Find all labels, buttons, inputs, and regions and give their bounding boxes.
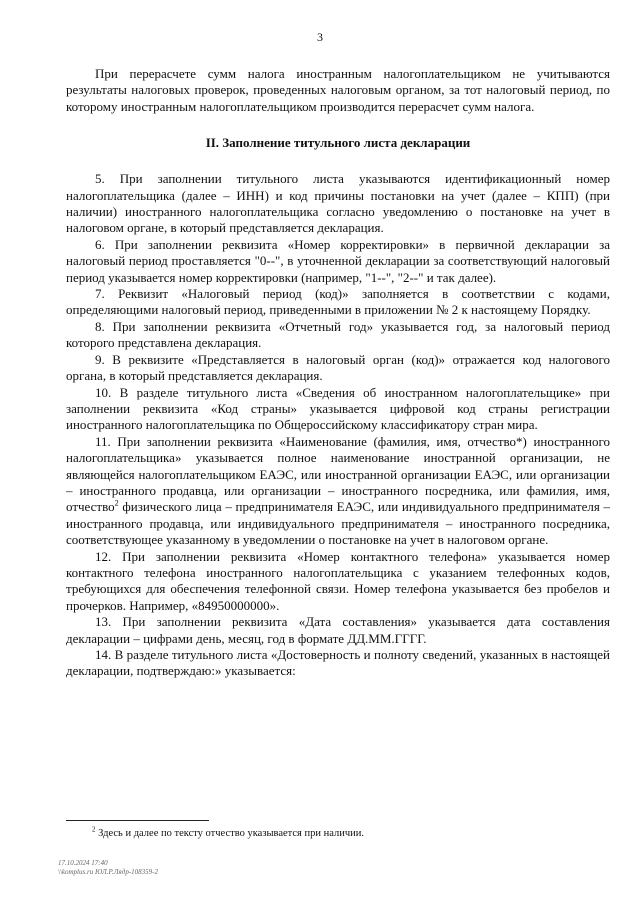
paragraph-11-part-2: физического лица – предпринимателя ЕАЭС, или индивидуального предпринимателя – иностранного продавца, или индивидуального предпринимателя – иностранного посредника, соответствующее указанному в уведомлении о постановке на учет в налоговом органе. (66, 499, 610, 548)
footnote-text: Здесь и далее по тексту отчество указывается при наличии. (95, 828, 364, 839)
paragraph-6: 6. При заполнении реквизита «Номер корректировки» в первичной декларации за налоговый период проставляется "0--", в уточненной декларации за соответствующий налоговый период указывается номер корректировки (например, "1--", "2--" и так далее). (66, 236, 610, 285)
stamp-file-path: \\komplus.ru ЮЛ.Р.Лядр-108359-2 (58, 868, 159, 876)
page-number: 3 (317, 30, 323, 44)
footnote-divider (66, 820, 209, 821)
paragraph-5: 5. При заполнении титульного листа указываются идентификационный номер налогоплательщика (далее – ИНН) и код причины постановки на учет (далее – КПП) (при наличии) иностранного налогоплательщика согласно уведомлению о постановке на учет в налоговом органе, в который представляется декларация. (66, 171, 610, 236)
document-body (66, 66, 610, 680)
paragraph-10: 10. В разделе титульного листа «Сведения об иностранном налогоплательщике» при заполнении реквизита «Код страны» указывается цифровой код страны регистрации иностранного налогоплательщика по Общероссийскому классификатору стран мира. (66, 384, 610, 433)
footnote (92, 827, 612, 840)
paragraph-11-part-1: 11. При заполнении реквизита «Наименование (фамилия, имя, отчество*) иностранного налогоплательщика» указывается полное наименование иностранной организации, не являющейся налогоплательщиком ЕАЭС, или иностранной организации ЕАЭС, или организации – иностранного продавца, или организации – иностранного посредника, или фамилия, имя, отчество (66, 433, 610, 515)
paragraph-11 (66, 434, 610, 549)
footnote-reference[interactable]: 2 (114, 499, 119, 509)
footnote-marker: 2 (92, 825, 96, 834)
paragraph-14: 14. В разделе титульного листа «Достоверность и полноту сведений, указанных в настоящей декларации, подтверждаю:» указывается: (66, 647, 610, 679)
intro-paragraph: При перерасчете сумм налога иностранным налогоплательщиком не учитываются результаты налоговых проверок, проведенных налоговым органом, за тот налоговый период, по которому иностранным налогоплательщиком производится перерасчет сумм налога. (66, 66, 610, 114)
paragraph-8: 8. При заполнении реквизита «Отчетный год» указывается год, за налоговый период которого представлена декларация. (66, 318, 610, 351)
paragraph-12: 12. При заполнении реквизита «Номер контактного телефона» указывается номер контактного телефона иностранного налогоплательщика с указанием телефонных кодов, требующихся для обеспечения телефонной связи. Номер телефона указывается без пробелов и прочерков. Например, «84950000000». (66, 548, 610, 613)
paragraph-9: 9. В реквизите «Представляется в налоговый орган (код)» отражается код налогового органа, в который представляется декларация. (66, 351, 610, 384)
stamp-datetime: 17.10.2024 17:40 (58, 859, 108, 867)
paragraph-7: 7. Реквизит «Налоговый период (код)» заполняется в соответствии с кодами, определяющими налоговый период, приведенными в приложении № 2 к настоящему Порядку. (66, 286, 610, 318)
paragraph-13: 13. При заполнении реквизита «Дата составления» указывается дата составления декларации – цифрами день, месяц, год в формате ДД.ММ.ГГГГ. (66, 614, 610, 646)
print-stamp (58, 859, 258, 877)
section-title: II. Заполнение титульного листа декларации (205, 135, 471, 151)
